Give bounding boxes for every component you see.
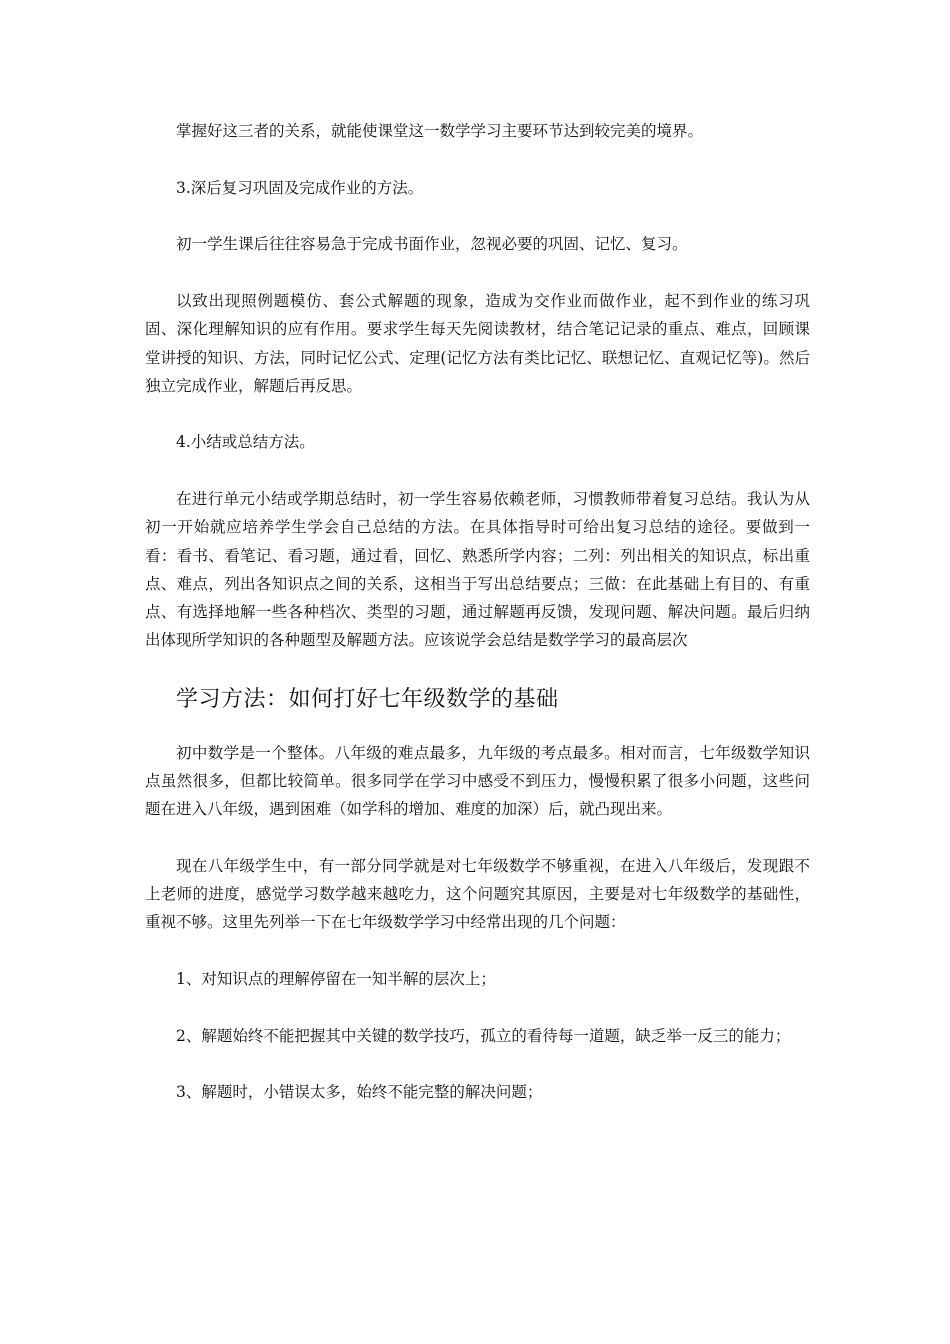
paragraph-relationship-summary: 掌握好这三者的关系，就能使课堂这一数学学习主要环节达到较完美的境界。 [176,122,704,140]
list-item-problem-1: 1、对知识点的理解停留在一知半解的层次上； [176,970,496,989]
article-heading: 学习方法：如何打好七年级数学的基础 [176,686,559,712]
paragraph-grade-eight-problems: 现在八年级学生中，有一部分同学就是对七年级数学不够重视，在进入八年级后，发现跟不上老师的进度，感觉学习数学越来越吃力，这个问题究其原因，主要是对七年级数学的基础性，重视不够。这里先列举一下在七年级数学学习中经常出现的几个问题： [145,856,810,932]
paragraph-math-overview: 初中数学是一个整体。八年级的难点最多，九年级的考点最多。相对而言，七年级数学知识点虽然很多，但都比较简单。很多同学在学习中感受不到压力，慢慢积累了很多小问题，这些问题在进入八年级，遇到困难（如学科的增加、难度的加深）后，就凸现出来。 [145,743,810,819]
paragraph-homework-method: 以致出现照例题模仿、套公式解题的现象，造成为交作业而做作业，起不到作业的练习巩固、深化理解知识的应有作用。要求学生每天先阅读教材，结合笔记记录的重点、难点，回顾课堂讲授的知识、方法，同时记忆公式、定理(记忆方法有类比记忆、联想记忆、直观记忆等)。然后独立完成作业，解题后再反思。 [145,292,810,395]
section-title-summary-method: 4.小结或总结方法。 [176,433,315,452]
paragraph-homework-habits: 初一学生课后往往容易急于完成书面作业，忽视必要的巩固、记忆、复习。 [176,235,688,254]
section-title-review-homework: 3.深后复习巩固及完成作业的方法。 [176,178,424,197]
paragraph-summary-method: 在进行单元小结或学期总结时，初一学生容易依赖老师，习惯教师带着复习总结。我认为从初一开始就应培养学生学会自己总结的方法。在具体指导时可给出复习总结的途径。要做到一看：看书、看笔记、看习题，通过看，回忆、熟悉所学内容；二列：列出相关的知识点，标出重点、难点，列出各知识点之间的关系，这相当于写出总结要点；三做：在此基础上有目的、有重点、有选择地解一些各种档次、类型的习题，通过解题再反馈，发现问题、解决问题。最后归纳出体现所学知识的各种题型及解题方法。应该说学会总结是数学学习的最高层次 [145,490,810,650]
document-page [145,117,810,1135]
list-item-problem-3: 3、解题时，小错误太多，始终不能完整的解决问题； [176,1083,543,1102]
list-item-problem-2: 2、解题始终不能把握其中关键的数学技巧，孤立的看待每一道题，缺乏举一反三的能力； [176,1026,791,1045]
